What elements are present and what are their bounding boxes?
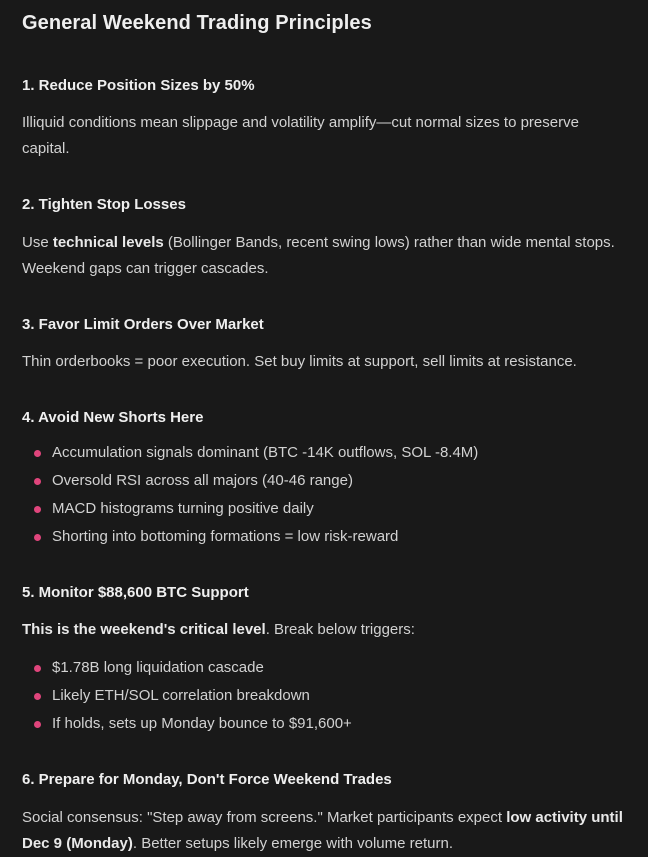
paragraph-text: Use — [22, 233, 53, 251]
list-item: $1.78B long liquidation cascade — [22, 655, 626, 681]
paragraph-bold-text: low activity until Dec 9 (Monday) — [22, 808, 623, 852]
section-heading: 1. Reduce Position Sizes by 50% — [22, 77, 255, 94]
section-heading: 4. Avoid New Shorts Here — [22, 408, 204, 426]
paragraph-bold-text: technical levels — [52, 233, 164, 251]
list-item: Accumulation signals dominant (BTC -14K outflows, SOL -8.4M) — [22, 440, 626, 466]
list-item: MACD histograms turning positive daily — [22, 496, 626, 522]
paragraph-text: Social consensus: "Step away from screens." Market participants expect — [22, 808, 507, 826]
page-title: General Weekend Trading Principles — [22, 12, 372, 34]
section-paragraph — [22, 230, 626, 282]
section-heading: 5. Monitor $88,600 BTC Support — [22, 584, 249, 601]
section-favor-limit-orders — [22, 315, 626, 375]
list-item: Shorting into bottoming formations = low risk-reward — [22, 524, 626, 550]
section-reduce-position-sizes — [22, 76, 626, 162]
section-heading: 3. Favor Limit Orders Over Market — [22, 315, 264, 333]
paragraph-text: . Better setups likely emerge with volume return. — [132, 834, 453, 852]
paragraph-bold-text: This is the weekend's critical level — [22, 621, 266, 639]
section-paragraph: Thin orderbooks = poor execution. Set buy limits at support, sell limits at resistance. — [22, 352, 577, 370]
list-item: If holds, sets up Monday bounce to $91,600+ — [22, 711, 626, 737]
list-item: Likely ETH/SOL correlation breakdown — [22, 683, 626, 709]
section-tighten-stop-losses — [22, 195, 626, 281]
section-prepare-for-monday — [22, 770, 626, 856]
trading-principles-document — [22, 10, 626, 857]
section-monitor-btc-support — [22, 583, 626, 737]
section-paragraph — [22, 805, 626, 857]
section-avoid-new-shorts — [22, 408, 626, 550]
paragraph-text: . Break below triggers: — [265, 621, 415, 639]
bullet-list — [22, 655, 626, 737]
section-paragraph — [22, 617, 626, 643]
section-paragraph: Illiquid conditions mean slippage and volatility amplify—cut normal sizes to preserve capital. — [22, 114, 579, 158]
section-heading: 2. Tighten Stop Losses — [22, 196, 186, 214]
list-item: Oversold RSI across all majors (40-46 range) — [22, 468, 626, 494]
bullet-list — [22, 440, 626, 550]
paragraph-text: (Bollinger Bands, recent swing lows) rather than wide mental stops. Weekend gaps can trigger cascades. — [22, 233, 615, 277]
section-heading: 6. Prepare for Monday, Don't Force Weekend Trades — [22, 771, 392, 789]
